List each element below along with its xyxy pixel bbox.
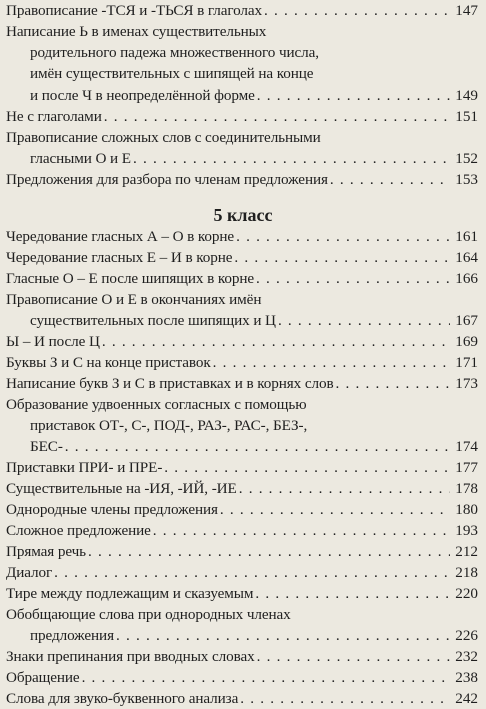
page-number: 173 [455,375,478,392]
toc-entry-line [6,85,478,106]
dot-leader [54,562,450,583]
toc-entry-line [6,415,478,436]
toc-entry-text: Образование удвоенных согласных с помощью [6,396,307,413]
toc-entry-text: Знаки препинания при вводных словах [6,648,255,665]
toc-entry-text: Правописание сложных слов с соединительными [6,129,321,146]
toc-entry-line [6,457,478,478]
toc-entry-line [6,331,478,352]
page-number: 220 [455,585,478,602]
toc-entry-line [6,247,478,268]
toc-entry-text: Ы – И после Ц [6,333,100,350]
toc-entry[interactable] [6,604,478,646]
toc-entry-line [6,148,478,169]
page-number: 180 [455,501,478,518]
dot-leader [102,331,450,352]
page-number: 166 [455,270,478,287]
toc-entry-line [6,42,478,63]
toc-entry-line [6,289,478,310]
toc-entry[interactable] [6,127,478,169]
toc-entry-line [6,127,478,148]
toc-entry-line [6,352,478,373]
dot-leader [153,520,450,541]
dot-leader [257,646,450,667]
toc-entry-text: Слова для звуко-буквенного анализа [6,690,239,707]
toc-entry-text: Не с глаголами [6,108,102,125]
dot-leader [220,499,450,520]
toc-entry-text: предложения [30,627,114,645]
page-number: 161 [455,228,478,245]
toc-entry[interactable] [6,667,478,688]
dot-leader [164,457,450,478]
toc-entry[interactable] [6,106,478,127]
toc-entry-text: Предложения для разбора по членам предложения [6,171,328,188]
dot-leader [88,541,450,562]
page-number: 171 [455,354,478,371]
toc-entry-text: Прямая речь [6,543,86,560]
toc-entry[interactable] [6,226,478,247]
toc-entry-text: Тире между подлежащим и сказуемым [6,585,254,602]
toc-entry-line [6,646,478,667]
dot-leader [236,226,450,247]
toc-entry[interactable] [6,169,478,190]
toc-entry-line [6,394,478,415]
dot-leader [336,373,450,394]
dot-leader [82,667,450,688]
section-heading: 5 класс [213,205,273,225]
dot-leader [240,688,450,709]
page-number: 174 [455,438,478,456]
toc-entry[interactable] [6,394,478,458]
page-number: 193 [455,522,478,539]
page-number: 232 [455,648,478,665]
toc-entry-text: Сложное предложение [6,522,151,539]
toc-entry-line [6,541,478,562]
toc-entry-text: Диалог [6,564,53,581]
dot-leader [239,478,450,499]
toc-entry-text: Однородные члены предложения [6,501,218,518]
dot-leader [133,148,450,169]
toc-entry-text: Гласные О – Е после шипящих в корне [6,270,255,287]
toc-entry-line [6,478,478,499]
dot-leader [234,247,450,268]
toc-entry[interactable] [6,646,478,667]
toc-entry-text: гласными О и Е [30,150,131,168]
toc-entry-text: Приставки ПРИ- и ПРЕ- [6,459,163,476]
toc-entry-line [6,21,478,42]
page-number: 226 [455,627,478,645]
page-number: 153 [455,171,478,188]
toc-entry[interactable] [6,688,478,709]
toc-entry-line [6,226,478,247]
toc-entry-line [6,499,478,520]
toc-entry[interactable] [6,331,478,352]
toc-entry[interactable] [6,562,478,583]
toc-entry-line [6,625,478,646]
dot-leader [65,436,450,457]
toc-entry-line [6,604,478,625]
toc-entry[interactable] [6,247,478,268]
toc-entry-line [6,0,478,21]
page-number: 147 [455,2,478,19]
toc-entry-text: Написание Ь в именах существительных [6,23,267,40]
dot-leader [104,106,450,127]
toc-entry[interactable] [6,21,478,106]
toc-entry-line [6,63,478,84]
dot-leader [264,0,450,21]
page-number: 164 [455,249,478,266]
toc-entry[interactable] [6,520,478,541]
toc-entry-line [6,436,478,457]
toc-entry-text: Правописание О и Е в окончаниях имён [6,291,262,308]
toc-entry-line [6,520,478,541]
dot-leader [330,169,450,190]
page-number: 212 [455,543,478,560]
toc-entry-line [6,106,478,127]
toc-entry-text: существительных после шипящих и Ц [30,312,276,330]
toc-entry-text: и после Ч в неопределённой форме [30,86,255,104]
toc-entry[interactable] [6,352,478,373]
page-number: 149 [455,86,478,104]
toc-entry-text: Буквы З и С на конце приставок [6,354,211,371]
toc-entry-text: имён существительных с шипящей на конце [30,65,314,83]
page-number: 238 [455,669,478,686]
toc-entry[interactable] [6,268,478,289]
toc-entry-text: Чередование гласных А – О в корне [6,228,235,245]
dot-leader [257,85,450,106]
toc-entry[interactable] [6,583,478,604]
page-number: 178 [455,480,478,497]
toc-entry-text: Написание букв З и С в приставках и в корнях слов [6,375,334,392]
page-number: 177 [455,459,478,476]
toc-entry[interactable] [6,541,478,562]
page-number: 152 [455,150,478,168]
toc-entry-line [6,169,478,190]
toc-entry-text: приставок ОТ-, С-, ПОД-, РАЗ-, РАС-, БЕЗ-, [30,417,308,435]
toc-entry[interactable] [6,373,478,394]
toc-entry-line [6,310,478,331]
toc-entry-text: Обобщающие слова при однородных членах [6,606,291,623]
page-number: 167 [455,312,478,330]
toc-entry-text: Чередование гласных Е – И в корне [6,249,233,266]
toc-entry[interactable] [6,289,478,331]
page-number: 242 [455,690,478,707]
toc-entry-text: БЕС- [30,438,63,456]
toc-entry[interactable] [6,457,478,478]
toc-entry-line [6,373,478,394]
dot-leader [256,268,450,289]
toc-entry-text: Правописание -ТСЯ и -ТЬСЯ в глаголах [6,2,263,19]
toc-entry[interactable] [6,499,478,520]
page-number: 218 [455,564,478,581]
toc-entry-line [6,583,478,604]
dot-leader [116,625,450,646]
page-number: 151 [455,108,478,125]
toc-entry-line [6,667,478,688]
toc-entry-text: родительного падежа множественного числа, [30,44,320,62]
toc-entry[interactable] [6,478,478,499]
toc-entry-line [6,268,478,289]
toc-entry[interactable] [6,0,478,21]
toc-entry-text: Обращение [6,669,80,686]
dot-leader [255,583,450,604]
page-number: 169 [455,333,478,350]
toc-entry-line [6,562,478,583]
dot-leader [213,352,450,373]
dot-leader [278,310,450,331]
toc-entry-text: Существительные на -ИЯ, -ИЙ, -ИЕ [6,480,237,497]
toc-entry-line [6,688,478,709]
